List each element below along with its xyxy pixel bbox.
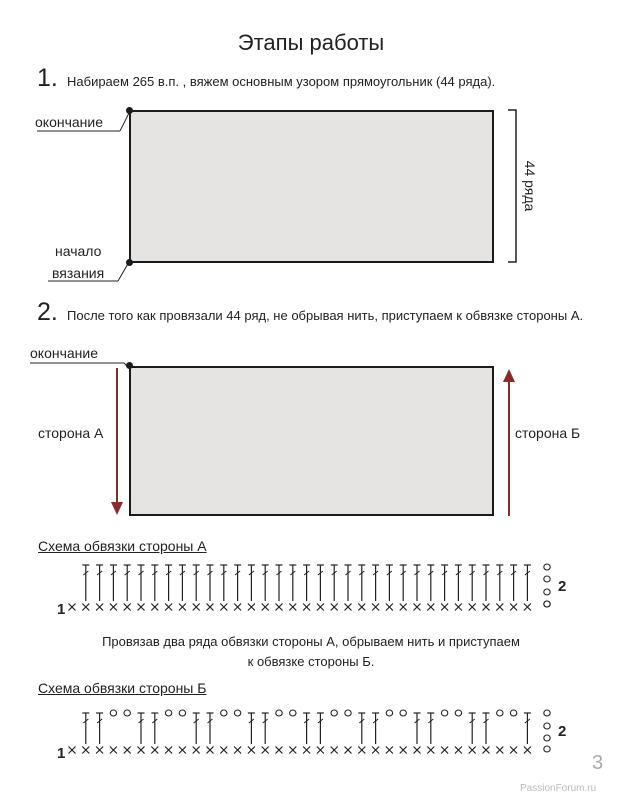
step2-number: 2.	[37, 298, 58, 326]
dc-symbol	[427, 565, 434, 601]
sc-symbol	[386, 747, 393, 754]
dc-symbol	[220, 565, 227, 601]
dc-symbol	[138, 713, 145, 744]
sc-symbol	[469, 747, 476, 754]
chain-symbol	[165, 710, 171, 716]
sc-symbol	[386, 604, 393, 611]
chain-symbol	[544, 746, 550, 752]
dc-symbol	[138, 565, 145, 601]
dc-symbol	[483, 713, 490, 744]
schema-b-row2-label: 2	[558, 723, 567, 740]
dc-symbol	[303, 565, 310, 601]
dc-symbol	[303, 713, 310, 744]
sc-symbol	[524, 747, 531, 754]
step1-label-start-1: начало	[55, 243, 102, 259]
chain-symbol	[179, 710, 185, 716]
sc-symbol	[455, 747, 462, 754]
sc-symbol	[496, 604, 503, 611]
sc-symbol	[414, 604, 421, 611]
schema-a-title: Схема обвязки стороны А	[38, 538, 207, 554]
chain-symbol	[234, 710, 240, 716]
sc-symbol	[96, 604, 103, 611]
schema-b-diagram	[60, 703, 580, 765]
sc-symbol	[69, 604, 76, 611]
dc-symbol	[496, 565, 503, 601]
dc-symbol	[358, 713, 365, 744]
dc-symbol	[372, 713, 379, 744]
dc-symbol	[427, 713, 434, 744]
sc-symbol	[345, 747, 352, 754]
step1-rows-label: 44 ряда	[522, 160, 538, 212]
schema-b-title: Схема обвязки стороны Б	[38, 680, 207, 696]
chain-symbol	[345, 710, 351, 716]
sc-symbol	[110, 604, 117, 611]
sc-symbol	[110, 747, 117, 754]
chain-symbol	[221, 710, 227, 716]
chain-symbol	[124, 710, 130, 716]
dc-symbol	[469, 713, 476, 744]
dc-symbol	[82, 713, 89, 744]
sc-symbol	[124, 604, 131, 611]
sc-symbol	[165, 747, 172, 754]
chain-symbol	[455, 710, 461, 716]
sc-symbol	[220, 747, 227, 754]
dc-symbol	[386, 565, 393, 601]
note-line1: Провязав два ряда обвязки стороны А, обрываем нить и приступаем	[102, 634, 520, 649]
sc-symbol	[524, 604, 531, 611]
dc-symbol	[289, 565, 296, 601]
dc-symbol	[317, 565, 324, 601]
sc-symbol	[69, 747, 76, 754]
side-b-label: сторона Б	[515, 425, 581, 441]
chain-symbol	[497, 710, 503, 716]
dc-symbol	[248, 565, 255, 601]
dc-symbol	[165, 565, 172, 601]
chain-symbol	[276, 710, 282, 716]
dc-symbol	[110, 565, 117, 601]
schema-b-row1-label: 1	[57, 745, 66, 762]
sc-symbol	[207, 604, 214, 611]
sc-symbol	[193, 747, 200, 754]
sc-symbol	[289, 747, 296, 754]
sc-symbol	[496, 747, 503, 754]
chain-symbol	[290, 710, 296, 716]
page-title: Этапы работы	[237, 30, 385, 55]
sc-symbol	[345, 604, 352, 611]
schema-a-row2-label: 2	[558, 578, 567, 595]
dc-symbol	[234, 565, 241, 601]
chain-symbol	[544, 723, 550, 729]
step1-end-dot	[126, 107, 133, 114]
side-a-label: сторона А	[38, 425, 104, 441]
dc-symbol	[358, 565, 365, 601]
sc-symbol	[248, 604, 255, 611]
dc-symbol	[96, 713, 103, 744]
sc-symbol	[372, 604, 379, 611]
step1-number: 1.	[37, 64, 58, 92]
sc-symbol	[427, 604, 434, 611]
sc-symbol	[82, 604, 89, 611]
sc-symbol	[124, 747, 131, 754]
sc-symbol	[96, 747, 103, 754]
dc-symbol	[414, 565, 421, 601]
chain-symbol	[510, 710, 516, 716]
dc-symbol	[193, 565, 200, 601]
sc-symbol	[220, 604, 227, 611]
sc-symbol	[248, 747, 255, 754]
sc-symbol	[483, 604, 490, 611]
dc-symbol	[193, 713, 200, 744]
sc-symbol	[151, 604, 158, 611]
sc-symbol	[82, 747, 89, 754]
dc-symbol	[331, 565, 338, 601]
dc-symbol	[455, 565, 462, 601]
sc-symbol	[441, 604, 448, 611]
dc-symbol	[400, 565, 407, 601]
dc-symbol	[151, 565, 158, 601]
sc-symbol	[276, 747, 283, 754]
sc-symbol	[193, 604, 200, 611]
dc-symbol	[151, 713, 158, 744]
sc-symbol	[234, 747, 241, 754]
sc-symbol	[289, 604, 296, 611]
sc-symbol	[372, 747, 379, 754]
chain-symbol	[331, 710, 337, 716]
sc-symbol	[455, 604, 462, 611]
chain-symbol	[110, 710, 116, 716]
dc-symbol	[262, 713, 269, 744]
chain-symbol	[544, 576, 550, 582]
step2-rectangle	[129, 366, 494, 516]
dc-symbol	[441, 565, 448, 601]
sc-symbol	[427, 747, 434, 754]
chain-symbol	[441, 710, 447, 716]
dc-symbol	[179, 565, 186, 601]
chain-symbol	[386, 710, 392, 716]
dc-symbol	[414, 713, 421, 744]
dc-symbol	[317, 713, 324, 744]
page-number: 3	[592, 752, 604, 774]
sc-symbol	[303, 747, 310, 754]
schema-a-row1-label: 1	[57, 601, 66, 618]
dc-symbol	[124, 565, 131, 601]
sc-symbol	[138, 604, 145, 611]
dc-symbol	[469, 565, 476, 601]
sc-symbol	[469, 604, 476, 611]
dc-symbol	[524, 713, 531, 744]
sc-symbol	[303, 604, 310, 611]
step1-start-dot	[126, 259, 133, 266]
watermark: PassionForum.ru	[520, 783, 597, 794]
dc-symbol	[262, 565, 269, 601]
dc-symbol	[207, 565, 214, 601]
sc-symbol	[151, 747, 158, 754]
sc-symbol	[234, 604, 241, 611]
chain-symbol	[400, 710, 406, 716]
dc-symbol	[345, 565, 352, 601]
sc-symbol	[138, 747, 145, 754]
chain-symbol	[544, 601, 550, 607]
chain-symbol	[544, 564, 550, 570]
sc-symbol	[483, 747, 490, 754]
dc-symbol	[96, 565, 103, 601]
sc-symbol	[331, 604, 338, 611]
sc-symbol	[510, 747, 517, 754]
dc-symbol	[207, 713, 214, 744]
sc-symbol	[358, 604, 365, 611]
sc-symbol	[400, 604, 407, 611]
sc-symbol	[179, 747, 186, 754]
sc-symbol	[414, 747, 421, 754]
sc-symbol	[441, 747, 448, 754]
chain-symbol	[544, 710, 550, 716]
sc-symbol	[317, 747, 324, 754]
sc-symbol	[358, 747, 365, 754]
dc-symbol	[483, 565, 490, 601]
sc-symbol	[317, 604, 324, 611]
chain-symbol	[544, 735, 550, 741]
dc-symbol	[248, 713, 255, 744]
dc-symbol	[372, 565, 379, 601]
dc-symbol	[510, 565, 517, 601]
side-a-arrow	[100, 368, 130, 518]
sc-symbol	[510, 604, 517, 611]
dc-symbol	[82, 565, 89, 601]
schema-a-diagram	[60, 560, 580, 620]
sc-symbol	[262, 747, 269, 754]
sc-symbol	[207, 747, 214, 754]
sc-symbol	[331, 747, 338, 754]
step2-text: После того как провязали 44 ряд, не обрывая нить, приступаем к обвязке стороны А.	[67, 308, 584, 323]
chain-symbol	[544, 589, 550, 595]
dc-symbol	[524, 565, 531, 601]
step1-label-start-2: вязания	[52, 265, 105, 281]
step2-label-end: окончание	[30, 345, 99, 361]
sc-symbol	[400, 747, 407, 754]
step1-text: Набираем 265 в.п. , вяжем основным узором прямоугольник (44 ряда).	[67, 74, 496, 89]
dc-symbol	[276, 565, 283, 601]
note-line2: к обвязке стороны Б.	[247, 654, 375, 669]
step1-label-end: окончание	[35, 114, 104, 130]
side-b-arrow	[495, 368, 525, 518]
step1-rectangle	[129, 110, 494, 263]
sc-symbol	[276, 604, 283, 611]
sc-symbol	[165, 604, 172, 611]
sc-symbol	[262, 604, 269, 611]
sc-symbol	[179, 604, 186, 611]
